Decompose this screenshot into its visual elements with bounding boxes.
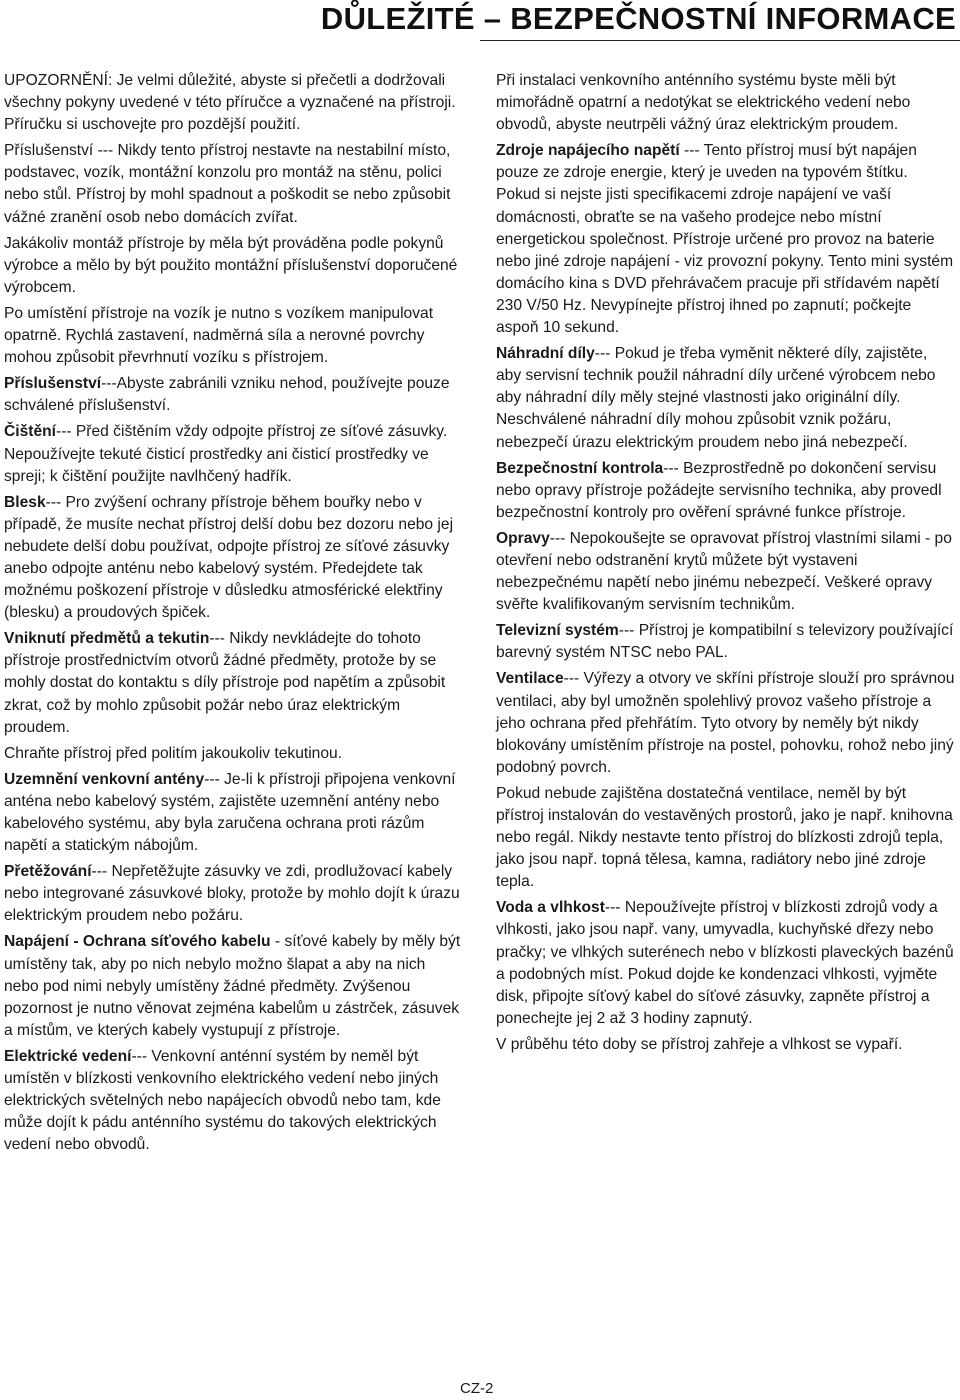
heading-tv-system: Televizní systém <box>496 622 619 640</box>
heading-safety-check: Bezpečnostní kontrola <box>496 459 664 477</box>
paragraph-cart: Po umístění přístroje na vozík je nutno s vozíkem manipulovat opatrně. Rychlá zastavení, nadměrná síla a nerovné povrchy mohou způsobit převrhnutí vozíku s přístrojem. <box>4 304 434 367</box>
paragraph-cleaning: Čištění--- Před čištěním vždy odpojte přístroj ze síťové zásuvky. Nepoužívejte tekuté čisticí prostředky ani čisticí prostředky ve spreji; k čištění použijte navlhčený hadřík. <box>4 423 448 485</box>
heading-power-lines: Elektrické vedení <box>4 1047 132 1065</box>
paragraph-ventilation: Ventilace--- Výřezy a otvory ve skříni přístroje slouží pro správnou ventilaci, aby byl umožněn spolehlivý provoz vašeho přístroje a jeho ochrana před přehřátím. Tyto otvory by neměly být nikdy blokovány umístěním přístroje na postel, pohovku, rohož nebo jiný podobný povrch. <box>496 670 955 776</box>
paragraph-repairs: Opravy--- Nepokoušejte se opravovat přístroj vlastními silami - po otevření nebo odstranění krytů můžete být vystaveni nebezpečnému napětí nebo jinému nebezpečí. Veškeré opravy svěřte kvalifikovaným servisním technikům. <box>496 529 952 614</box>
paragraph-safety-check: Bezpečnostní kontrola--- Bezprostředně po dokončení servisu nebo opravy přístroje požádejte servisního technika, aby provedl bezpečnostní kontroly pro ověření správné funkce přístroje. <box>496 459 942 521</box>
heading-replacement-parts: Náhradní díly <box>496 345 595 363</box>
page-number: CZ-2 <box>460 1380 494 1397</box>
left-column <box>4 70 462 1160</box>
paragraph-water-moisture: Voda a vlhkost--- Nepoužívejte přístroj v blízkosti zdrojů vody a vlhkosti, jako jsou např. vany, umyvadla, kuchyňské dřezy nebo pračky; ve vlhkých suterénech nebo v blízkosti plaveckých bazénů a podobných míst. Pokud dojde ke kondenzaci vlhkosti, vyjměte disk, připojte síťový kabel do síťové zásuvky, zapněte přístroj a ponechejte jej 2 až 3 hodiny zapnutý. <box>496 899 954 1027</box>
paragraph-objects-liquids: Vniknutí předmětů a tekutin--- Nikdy nevkládejte do tohoto přístroje prostřednictvím otvorů žádné předměty, protože by se mohly dostat do kontaktu s díly přístroje pod napětím a způsobit zkrat, což by mohlo způsobit požár nebo úraz elektrickým proudem. <box>4 630 446 736</box>
paragraph-antenna-grounding: Uzemnění venkovní antény--- Je-li k přístroji připojena venkovní anténa nebo kabelový systém, zajistěte uzemnění antény nebo kabelového systému, aby byla zaručena ochrana proti rázům napětí a statickým nábojům. <box>4 770 456 855</box>
paragraph-warning: UPOZORNĚNÍ: Je velmi důležité, abyste si přečetli a dodržovali všechny pokyny uvedené v této příručce a vyznačené na přístroji. Příručku si uschovejte pro pozdější použití. <box>4 72 456 134</box>
heading-power-sources: Zdroje napájecího napětí <box>496 142 680 160</box>
paragraph-lightning: Blesk--- Pro zvýšení ochrany přístroje během bouřky nebo v případě, že musíte nechat přístroj delší dobu bez dozoru nebo jej nebudete delší dobu používat, odpojte přístroj ze síťové zásuvky anebo odpojte anténu nebo kabelový systém. Předejdete tak možnému poškození přístroje v důsledku atmosférické elektřiny (blesku) a proudových špiček. <box>4 493 454 622</box>
paragraph-protect-liquid: Chraňte přístroj před politím jakoukoliv tekutinou. <box>4 744 343 762</box>
paragraph-antenna-installation: Při instalaci venkovního anténního systému byste měli být mimořádně opatrní a nedotýkat se elektrického vedení nebo obvodů, abyste neutrpěli vážný úraz elektrickým proudem. <box>496 72 911 134</box>
heading-water-moisture: Voda a vlhkost <box>496 899 605 917</box>
paragraph-accessories: Příslušenství---Abyste zabránili vzniku nehod, používejte pouze schválené příslušenství. <box>4 375 450 415</box>
heading-lightning: Blesk <box>4 493 46 511</box>
heading-accessories: Příslušenství <box>4 375 102 393</box>
paragraph-power-cord: Napájení - Ochrana síťového kabelu - síťové kabely by měly být umístěny tak, aby po nich nebylo možno šlapat a aby na nich nebo pod nimi nebyly umístěny žádné předměty. Zvýšenou pozornost je nutno věnovat zejména kabelům u zástrček, zásuvek a místům, ve kterých kabely vystupují z přístroje. <box>4 933 461 1039</box>
paragraph-replacement-parts: Náhradní díly--- Pokud je třeba vyměnit některé díly, zajistěte, aby servisní technik použil náhradní díly určené výrobcem nebo aby náhradní díly měly stejné vlastnosti jako originální díly. Neschválené náhradní díly mohou způsobit vznik požáru, nebezpečí úrazu elektrickým proudem nebo jiná nebezpečí. <box>496 345 936 451</box>
paragraph-overloading: Přetěžování--- Nepřetěžujte zásuvky ve zdi, prodlužovací kabely nebo integrované zásuvkové bloky, protože by mohlo dojít k úrazu elektrickým proudem nebo požáru. <box>4 863 460 925</box>
page-title: DŮLEŽITÉ – BEZPEČNOSTNÍ INFORMACE <box>320 1 956 36</box>
paragraph-tv-system: Televizní systém--- Přístroj je kompatibilní s televizory používající barevný systém NTSC nebo PAL. <box>496 622 954 662</box>
heading-objects-liquids: Vniknutí předmětů a tekutin <box>4 630 210 648</box>
heading-overloading: Přetěžování <box>4 863 92 881</box>
paragraph-ventilation-installation: Pokud nebude zajištěna dostatečná ventilace, neměl by být přístroj instalován do vestavěných prostorů, jako je např. knihovna nebo regál. Nikdy nestavte tento přístroj do blízkosti zdrojů tepla, jako jsou např. topná tělesa, kamna, radiátory nebo jiné zdroje tepla. <box>496 784 953 891</box>
heading-ventilation: Ventilace <box>496 670 564 688</box>
heading-repairs: Opravy <box>496 529 550 547</box>
paragraph-power-sources: Zdroje napájecího napětí --- Tento přístroj musí být napájen pouze ze zdroje energie, který je uveden na typovém štítku. Pokud si nejste jisti specifikacemi zdroje napájení ve vaší domácnosti, obraťte se na vašeho prodejce nebo místní energetickou společnost. Přístroje určené pro provoz na baterie nebo jiné zdroje napájení - viz provozní pokyny. Tento mini systém domácího kina s DVD přehrávačem pracuje při střídavém napětí 230 V/50 Hz. Nevypínejte přístroj ihned po zapnutí; počkejte aspoň 10 sekund. <box>496 142 954 337</box>
heading-power-cord: Napájení - Ochrana síťového kabelu <box>4 933 271 951</box>
right-column <box>496 70 956 1060</box>
paragraph-accessories-stability: Příslušenství --- Nikdy tento přístroj nestavte na nestabilní místo, podstavec, vozík, montážní konzolu pro montáž na stěnu, polici nebo stůl. Přístroj by mohl spadnout a poškodit se nebo způsobit vážné zranění osob nebo domácích zvířat. <box>4 142 451 226</box>
paragraph-moisture-evaporation: V průběhu této doby se přístroj zahřeje a vlhkost se vypaří. <box>496 1035 903 1053</box>
paragraph-power-lines: Elektrické vedení--- Venkovní anténní systém by neměl být umístěn v blízkosti venkovního elektrického vedení nebo jiných elektrických světelných nebo napájecích obvodů nebo tam, kde může dojít k pádu anténního systému do takových elektrických vedení nebo obvodů. <box>4 1047 441 1154</box>
paragraph-mounting: Jakákoliv montáž přístroje by měla být prováděna podle pokynů výrobce a mělo by být použito montážní příslušenství doporučené výrobcem. <box>4 234 458 296</box>
heading-cleaning: Čištění <box>4 423 56 441</box>
title-underline <box>480 40 960 41</box>
heading-antenna-grounding: Uzemnění venkovní antény <box>4 770 205 788</box>
